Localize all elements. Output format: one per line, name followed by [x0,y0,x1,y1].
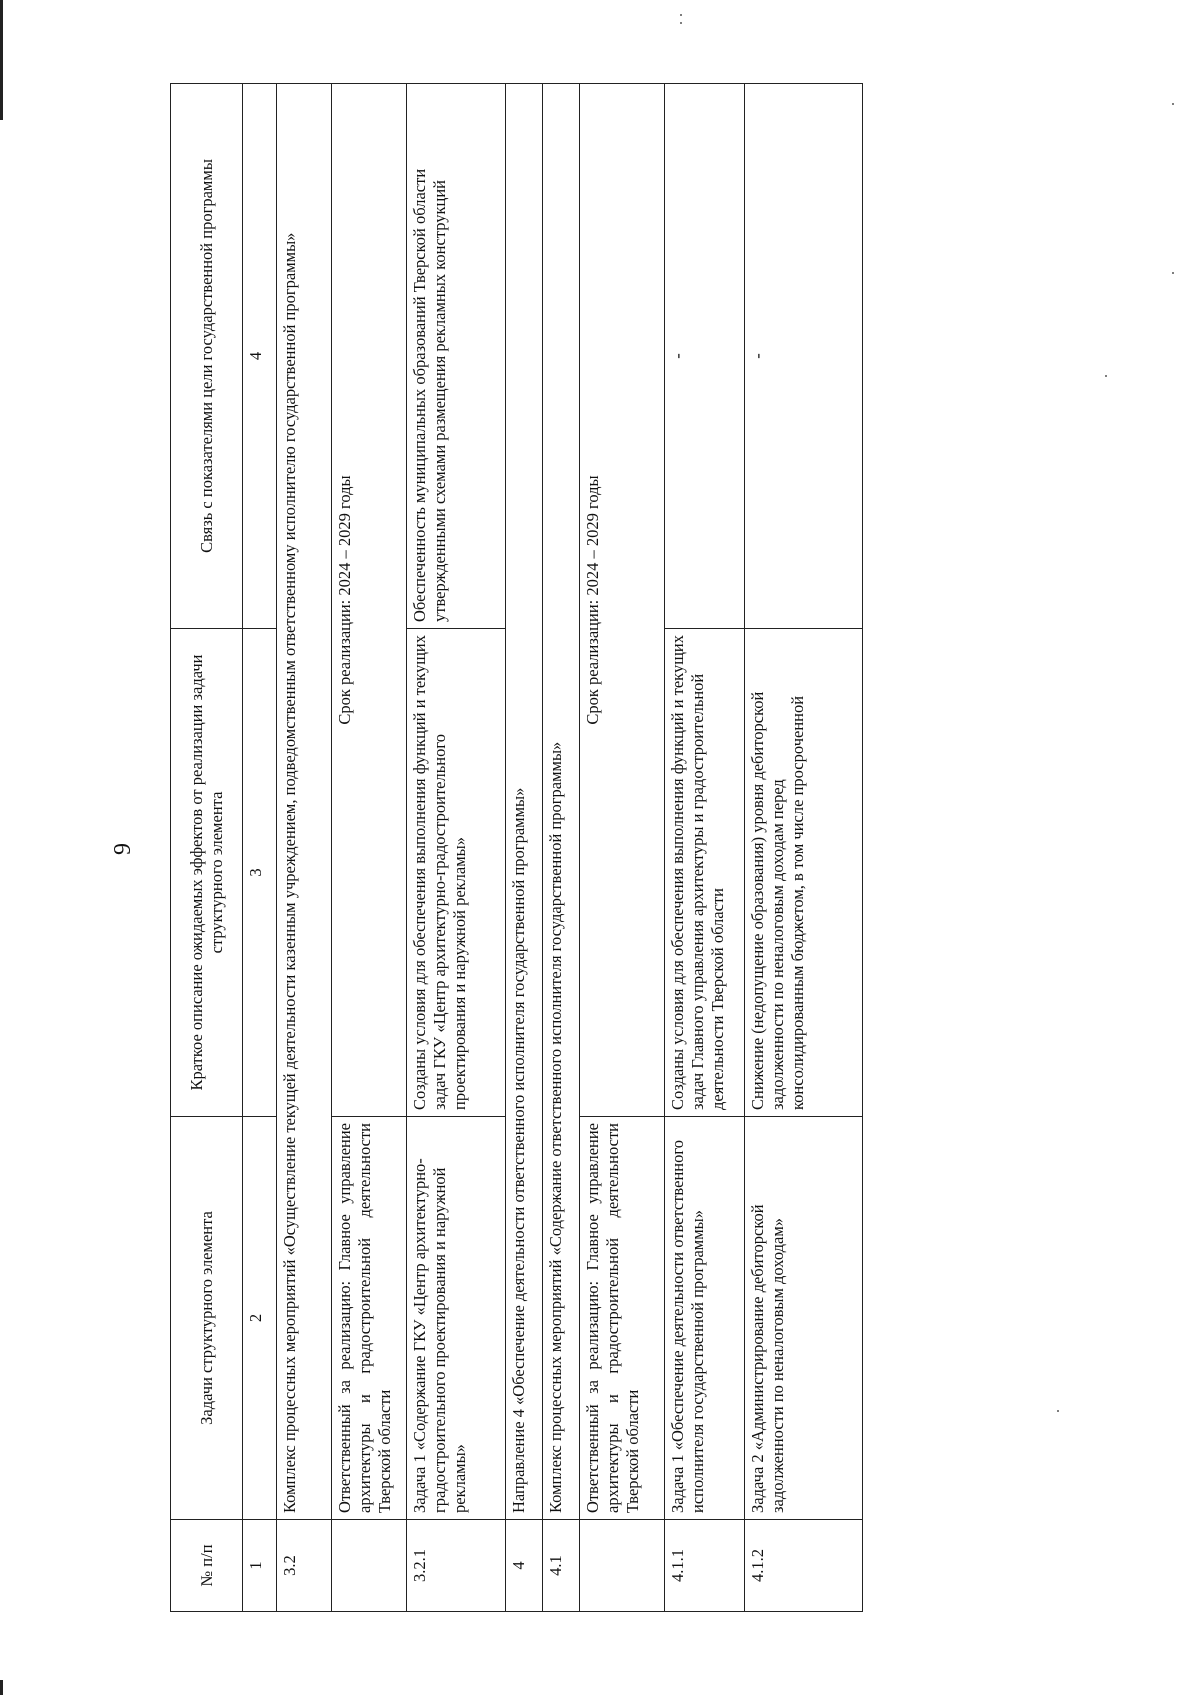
row-number: 3.2.1 [407,1520,506,1612]
scan-speck [1172,103,1174,105]
table-row [543,84,580,1612]
rotated-table-container [170,84,863,1612]
header-num: № п/п [171,1520,243,1612]
task-text: Задача 1 «Содержание ГКУ «Центр архитектурно-градостроительного проектирования и наружной рекламы» [407,1117,506,1520]
direction-title: Направление 4 «Обеспечение деятельности ответственного исполнителя государственной программы» [506,84,543,1520]
row-number: 3.2 [277,1520,332,1612]
table-row [277,84,332,1612]
task-text: Задача 1 «Обеспечение деятельности ответственного исполнителя государственной программы» [665,1117,745,1520]
table-row [580,84,665,1612]
table-row [665,84,745,1612]
link-text: - [665,84,745,629]
row-number: 4.1 [543,1520,580,1612]
col-number: 4 [243,84,277,629]
col-number: 3 [243,629,277,1117]
header-row [171,84,243,1612]
table-row [407,84,506,1612]
col-number: 1 [243,1520,277,1612]
effect-text: Снижение (недопущение образования) уровня дебиторской задолженности по неналоговым доходам перед консолидированным бюджетом, в том числе просроченной [745,629,863,1117]
column-number-row [243,84,277,1612]
responsible-text: Ответственный за реализацию: Главное управление архитектуры и градостроительной деятельности Тверской области [580,1117,665,1520]
effect-text: Созданы условия для обеспечения выполнения функций и текущих задач ГКУ «Центр архитектурно-градостроительного проектирования и наружной рекламы» [407,629,506,1117]
complex-title: Комплекс процессных мероприятий «Осуществление текущей деятельности казенным учреждением, подведомственным ответственному исполнителю государственной программы» [277,84,332,1520]
row-number: 4.1.2 [745,1520,863,1612]
col-number: 2 [243,1117,277,1520]
scan-speck [1172,272,1174,274]
row-number: 4.1.1 [665,1520,745,1612]
link-text: - [745,84,863,629]
header-link: Связь с показателями цели государственной программы [171,84,243,629]
term-text: Срок реализации: 2024 – 2029 годы [332,84,407,1117]
term-text: Срок реализации: 2024 – 2029 годы [580,84,665,1117]
page-number: 9 [110,843,136,855]
program-tasks-table [170,83,863,1612]
table-row [506,84,543,1612]
effect-text: Созданы условия для обеспечения выполнения функций и текущих задач Главного управления архитектуры и градостроительной деятельности Тверской области [665,629,745,1117]
scan-speck [680,14,682,16]
scan-edge-bottom [0,1680,3,1695]
responsible-text: Ответственный за реализацию: Главное управление архитектуры и градостроительной деятельности Тверской области [332,1117,407,1520]
table-row [332,84,407,1612]
task-text: Задача 2 «Администрирование дебиторской задолженности по неналоговым доходам» [745,1117,863,1520]
row-number: 4 [506,1520,543,1612]
scan-speck [1057,1410,1059,1412]
table-row [745,84,863,1612]
header-effects: Краткое описание ожидаемых эффектов от реализации задачи структурного элемента [171,629,243,1117]
scan-speck [680,22,682,24]
scan-speck [1105,375,1107,377]
row-number-empty [332,1520,407,1612]
row-number-empty [580,1520,665,1612]
header-tasks: Задачи структурного элемента [171,1117,243,1520]
scan-edge-top [0,0,3,120]
link-text: Обеспеченность муниципальных образований Тверской области утвержденными схемами размещения рекламных конструкций [407,84,506,629]
complex-title: Комплекс процессных мероприятий «Содержание ответственного исполнителя государственной программы» [543,84,580,1520]
